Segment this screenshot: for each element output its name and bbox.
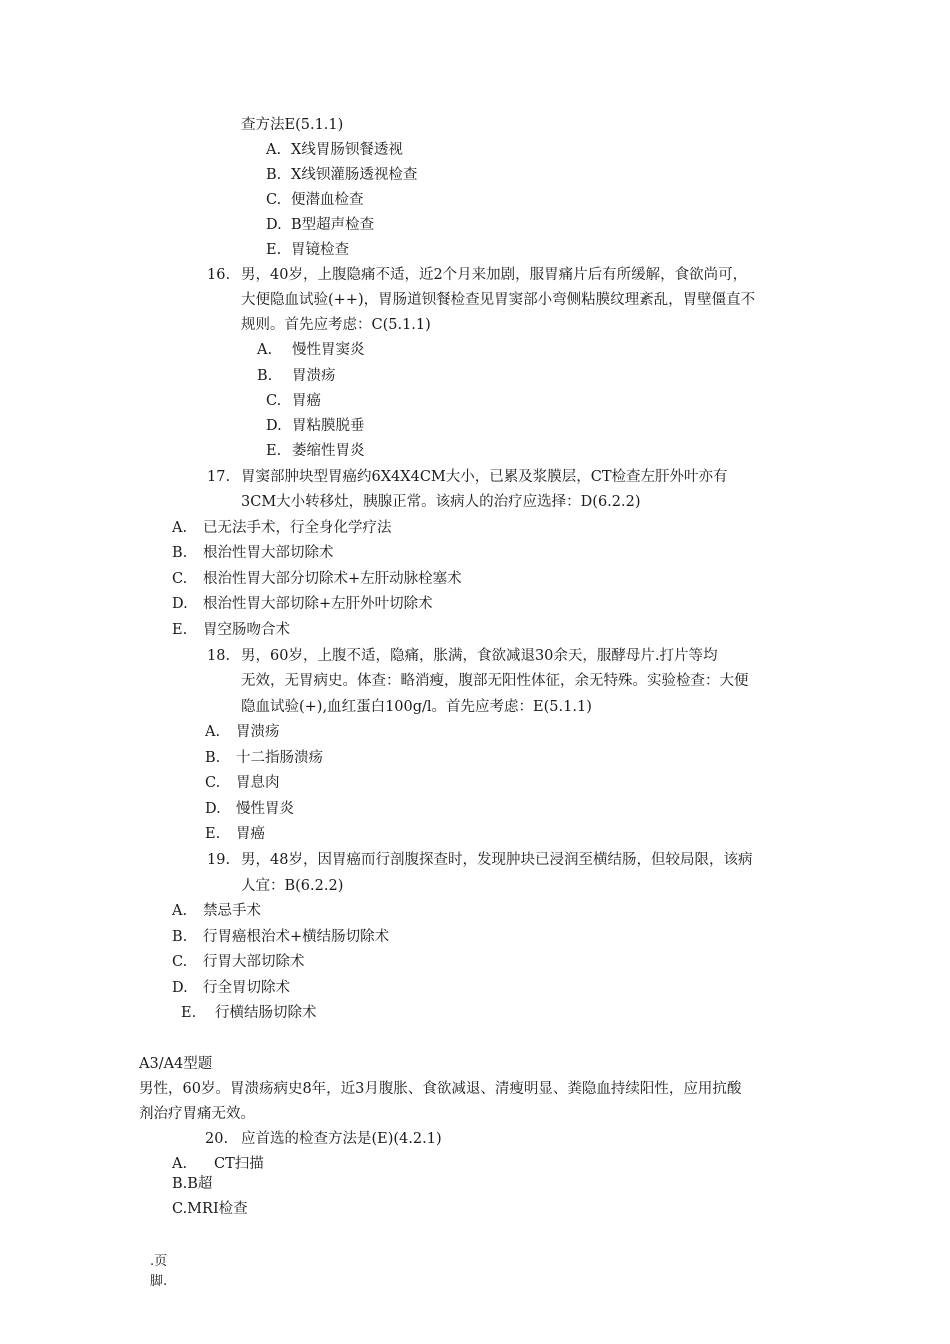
option-text: 根治性胃大部切除术 [203,545,334,561]
case-text: 剂治疗胃痛无效。 [139,1106,255,1122]
question-item [207,646,718,666]
question-text: 胃窦部肿块型胃癌约6X4X4CM大小，已累及浆膜层，CT检查左肝外叶亦有 [241,469,728,485]
option-text: 行全胃切除术 [203,980,290,996]
option-label: E. [172,622,188,638]
option-label: B. [172,545,188,561]
option-label: D. [172,980,188,996]
option-text: 胃息肉 [236,775,280,791]
option [257,366,336,386]
option-text: 根治性胃大部分切除术+左肝动脉栓塞术 [203,571,462,587]
question-text: 隐血试验(+),血红蛋白100g/l。首先应考虑：E(5.1.1) [241,699,592,715]
option-label: C. [266,192,282,208]
option-text: 便潜血检查 [291,192,364,208]
option-label: A. [172,520,188,536]
option-text: 胃空肠吻合术 [203,622,290,638]
option-label: D. [266,217,282,233]
option-text: 已无法手术，行全身化学疗法 [203,520,392,536]
option [172,1154,264,1174]
question-text: 男，48岁，因胃癌而行剖腹探查时，发现肿块已浸润至横结肠，但较局限，该病 [241,852,753,868]
option: B.B超 [172,1176,213,1192]
question-text: 应首选的检查方法是(E)(4.2.1) [241,1131,442,1147]
option-label: C. [205,775,221,791]
question-number: 18. [207,648,231,664]
option [172,927,389,947]
question-item [207,265,747,285]
option [172,978,290,998]
option [266,391,321,411]
option [172,518,392,538]
question-item [205,1129,442,1149]
question-text: 男，60岁，上腹不适，隐痛，胀满，食欲减退30余天，服酵母片.打片等均 [241,648,718,664]
option-text: B型超声检查 [291,217,375,233]
option-label: E. [205,826,221,842]
option-text: X线胃肠钡餐透视 [291,142,403,158]
option-text: 慢性胃窦炎 [292,342,365,358]
page-footer: .页 [150,1254,168,1269]
question-text: 男，40岁，上腹隐痛不适，近2个月来加剧，服胃痛片后有所缓解，食欲尚可， [241,267,748,283]
option-label: A. [172,1156,188,1172]
option [266,441,365,461]
option [205,824,265,844]
option-text: 胃溃疡 [236,724,280,740]
option-label: B. [266,167,282,183]
option-text: 禁忌手术 [203,903,261,919]
question-number: 20. [205,1131,229,1147]
option-label: C. [172,954,188,970]
question-number: 19. [207,852,231,868]
option [266,165,417,185]
option-label: D. [205,801,221,817]
option [205,773,280,793]
option [266,190,364,210]
option-label: A. [205,724,221,740]
option-label: B. [257,368,273,384]
question-item [207,467,728,487]
option-text: 行横结肠切除术 [215,1005,317,1021]
question-text: 查方法E(5.1.1) [241,117,344,133]
option-text: 慢性胃炎 [236,801,294,817]
option-text: CT扫描 [214,1156,264,1172]
page-footer: 脚. [150,1274,168,1289]
option-label: B. [172,929,188,945]
option [205,722,280,742]
question-text: 3CM大小转移灶，胰腺正常。该病人的治疗应选择：D(6.2.2) [241,494,641,510]
question-number: 17. [207,469,231,485]
case-text: 男性，60岁。胃溃疡病史8年，近3月腹胀、食欲减退、清瘦明显、粪隐血持续阳性，应用抗酸 [139,1081,742,1097]
option-label: D. [172,596,188,612]
section-heading: A3/A4型题 [139,1056,213,1072]
question-text: 人宜：B(6.2.2) [241,878,344,894]
option-text: 胃癌 [236,826,265,842]
question-item [207,850,752,870]
option-label: E. [266,242,282,258]
question-number: 16. [207,267,231,283]
option [266,215,374,235]
option [172,543,334,563]
option [205,748,323,768]
option [266,416,365,436]
option-label: C. [266,393,282,409]
option-text: 行胃大部切除术 [203,954,305,970]
option-label: A. [266,142,282,158]
option [172,594,433,614]
option-text: 胃镜检查 [291,242,349,258]
option-text: 十二指肠溃疡 [236,750,323,766]
option [172,620,290,640]
option-label: B. [205,750,221,766]
option-text: 萎缩性胃炎 [292,443,365,459]
option-text: X线钡灌肠透视检查 [291,167,418,183]
option-text: 根治性胃大部切除+左肝外叶切除术 [203,596,433,612]
question-text: 大便隐血试验(++)，胃肠道钡餐检查见胃窦部小弯侧粘膜纹理紊乱，胃壁僵直不 [241,292,756,308]
question-text: 无效，无胃病史。体查：略消瘦，腹部无阳性体征，余无特殊。实验检查：大便 [241,673,749,689]
option [172,952,305,972]
option [181,1003,317,1023]
option-label: E. [181,1005,197,1021]
option [172,901,261,921]
option [266,140,403,160]
option-label: E. [266,443,282,459]
option-text: 胃溃疡 [292,368,336,384]
option-text: 胃粘膜脱垂 [292,418,365,434]
option-label: A. [172,903,188,919]
option-text: 胃癌 [292,393,321,409]
option-label: D. [266,418,282,434]
option-text: 行胃癌根治术+横结肠切除术 [203,929,390,945]
option [172,569,462,589]
option-label: C. [172,571,188,587]
option-label: A. [257,342,273,358]
option: C.MRI检查 [172,1201,248,1217]
option [266,240,349,260]
option [257,340,365,360]
question-text: 规则。首先应考虑：C(5.1.1) [241,317,431,333]
option [205,799,294,819]
